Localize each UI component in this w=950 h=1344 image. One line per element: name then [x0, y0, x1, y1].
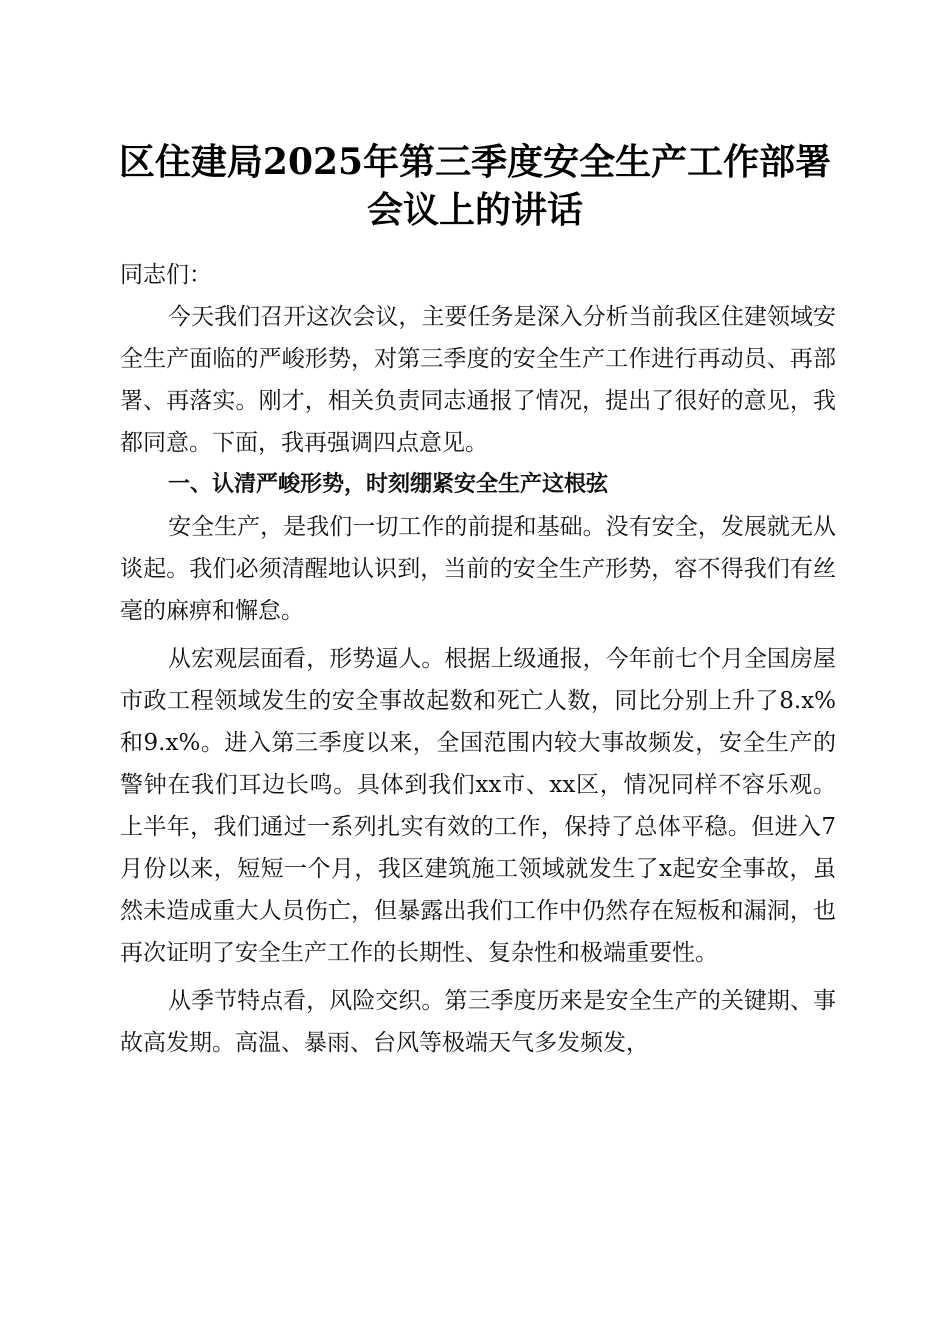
paragraph: 从季节特点看，风险交织。第三季度历来是安全生产的关键期、事故高发期。高温、暴雨、台风等极端天气多发频发，: [120, 988, 836, 1056]
salutation: 同志们：: [120, 262, 212, 288]
paragraph: 安全生产，是我们一切工作的前提和基础。没有安全，发展就无从谈起。我们必须清醒地认识到，当前的安全生产形势，容不得我们有丝毫的麻痹和懈怠。: [120, 514, 836, 624]
document-title-line-1: 区住建局2025年第三季度安全生产工作部署: [118, 141, 832, 183]
section-heading-1: 一、认清严峻形势，时刻绷紧安全生产这根弦: [168, 472, 609, 497]
paragraph: 从宏观层面看，形势逼人。根据上级通报，今年前七个月全国房屋市政工程领域发生的安全事故起数和死亡人数，同比分别上升了8.x%和9.x%。进入第三季度以来，全国范围内较大事故频发，安全生产的警钟在我们耳边长鸣。具体到我们xx市、xx区，情况同样不容乐观。上半年，我们通过一系列扎实有效的工作，保持了总体平稳。但进入7月份以来，短短一个月，我区建筑施工领域就发生了x起安全事故，虽然未造成重大人员伤亡，但暴露出我们工作中仍然存在短板和漏洞，也再次证明了安全生产工作的长期性、复杂性和极端重要性。: [120, 646, 836, 966]
document-title-line-2: 会议上的讲话: [366, 189, 583, 231]
paragraph-opening: 今天我们召开这次会议，主要任务是深入分析当前我区住建领域安全生产面临的严峻形势，对第三季度的安全生产工作进行再动员、再部署、再落实。刚才，相关负责同志通报了情况，提出了很好的意见，我都同意。下面，我再强调四点意见。: [120, 304, 836, 456]
document-body: [120, 254, 836, 1064]
